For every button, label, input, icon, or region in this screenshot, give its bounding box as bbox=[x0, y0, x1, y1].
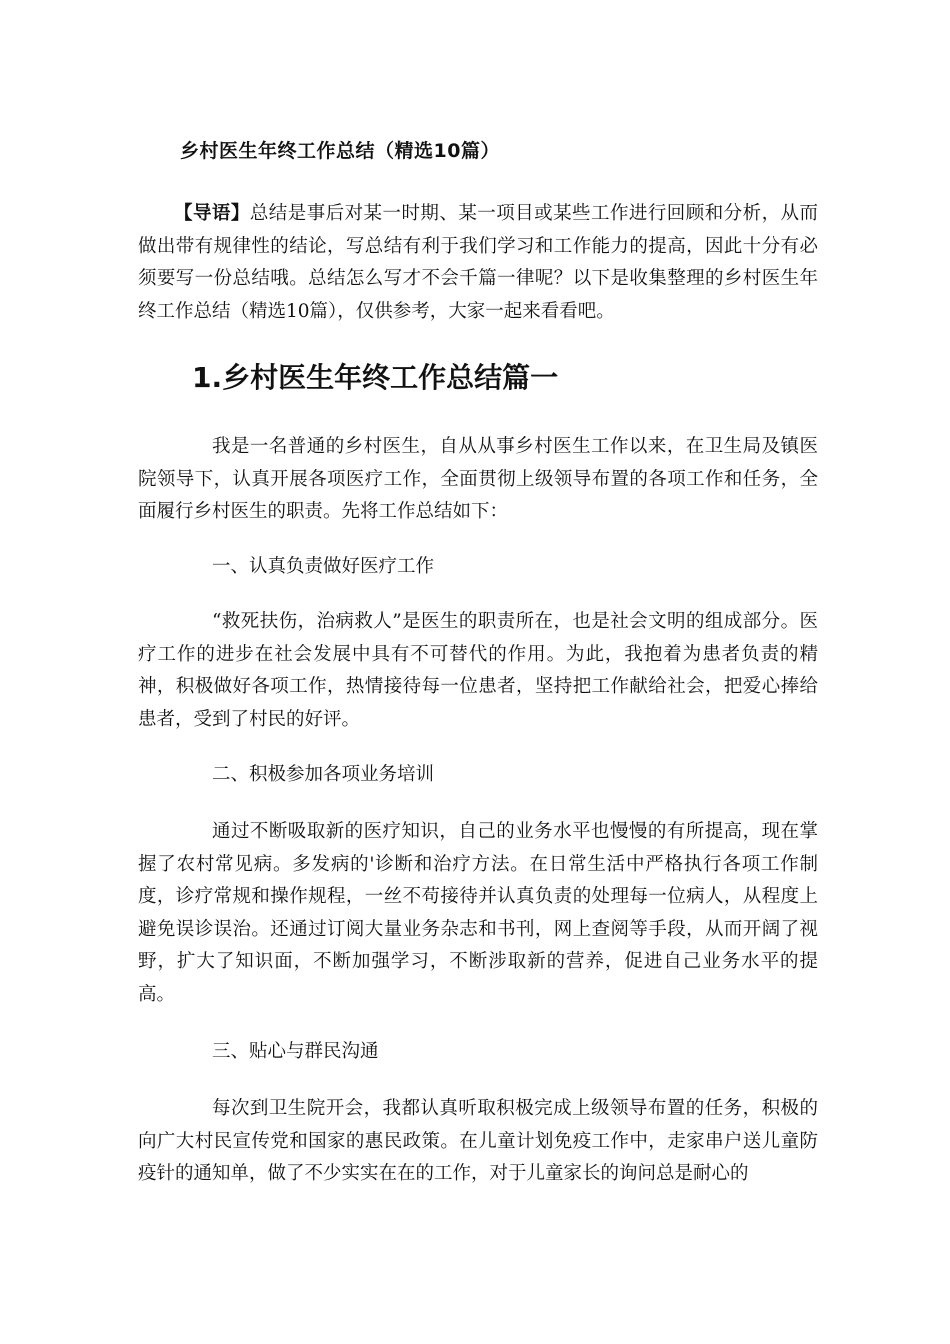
intro-text: 总结是事后对某一时期、某一项目或某些工作进行回顾和分析，从而做出带有规律性的结论，写总结有利于我们学习和工作能力的提高，因此十分有必须要写一份总结哦。总结怎么写才不会千篇一律呢？以下是收集整理的乡村医生年终工作总结（精选10篇），仅供参考，大家一起来看看吧。 bbox=[138, 203, 818, 322]
subheading-2: 二、积极参加各项业务培训 bbox=[212, 764, 435, 785]
section-heading: 1.乡村医生年终工作总结篇一 bbox=[192, 361, 559, 394]
document-title: 乡村医生年终工作总结（精选10篇） bbox=[180, 140, 500, 162]
subsection-2-body: 通过不断吸取新的医疗知识，自己的业务水平也慢慢的有所提高，现在掌握了农村常见病。多发病的'诊断和治疗方法。在日常生活中严格执行各项工作制度，诊疗常规和操作规程，一丝不苟接待并认真负责的处理每一位病人，从程度上避免误诊误治。还通过订阅大量业务杂志和书刊，网上查阅等手段，从而开阔了视野，扩大了知识面，不断加强学习，不断涉取新的营养，促进自己业务水平的提高。 bbox=[138, 821, 818, 1005]
subsection-1-body: “救死扶伤，治病救人”是医生的职责所在，也是社会文明的组成部分。医疗工作的进步在社会发展中具有不可替代的作用。为此，我抱着为患者负责的精神，积极做好各项工作，热情接待每一位患者，坚持把工作献给社会，把爱心捧给患者，受到了村民的好评。 bbox=[138, 611, 818, 730]
subheading-3: 三、贴心与群民沟通 bbox=[212, 1041, 379, 1062]
intro-lead-label: 【导语】 bbox=[174, 203, 250, 224]
intro-paragraph bbox=[138, 198, 818, 328]
subheading-1: 一、认真负责做好医疗工作 bbox=[212, 556, 435, 577]
section-opening-paragraph: 我是一名普通的乡村医生，自从从事乡村医生工作以来，在卫生局及镇医院领导下，认真开展各项医疗工作，全面贯彻上级领导布置的各项工作和任务，全面履行乡村医生的职责。先将工作总结如下： bbox=[138, 436, 818, 522]
subsection-3-body: 每次到卫生院开会，我都认真听取积极完成上级领导布置的任务，积极的向广大村民宣传党和国家的惠民政策。在儿童计划免疫工作中，走家串户送儿童防疫针的通知单，做了不少实实在在的工作，对于儿童家长的询问总是耐心的 bbox=[138, 1098, 818, 1184]
